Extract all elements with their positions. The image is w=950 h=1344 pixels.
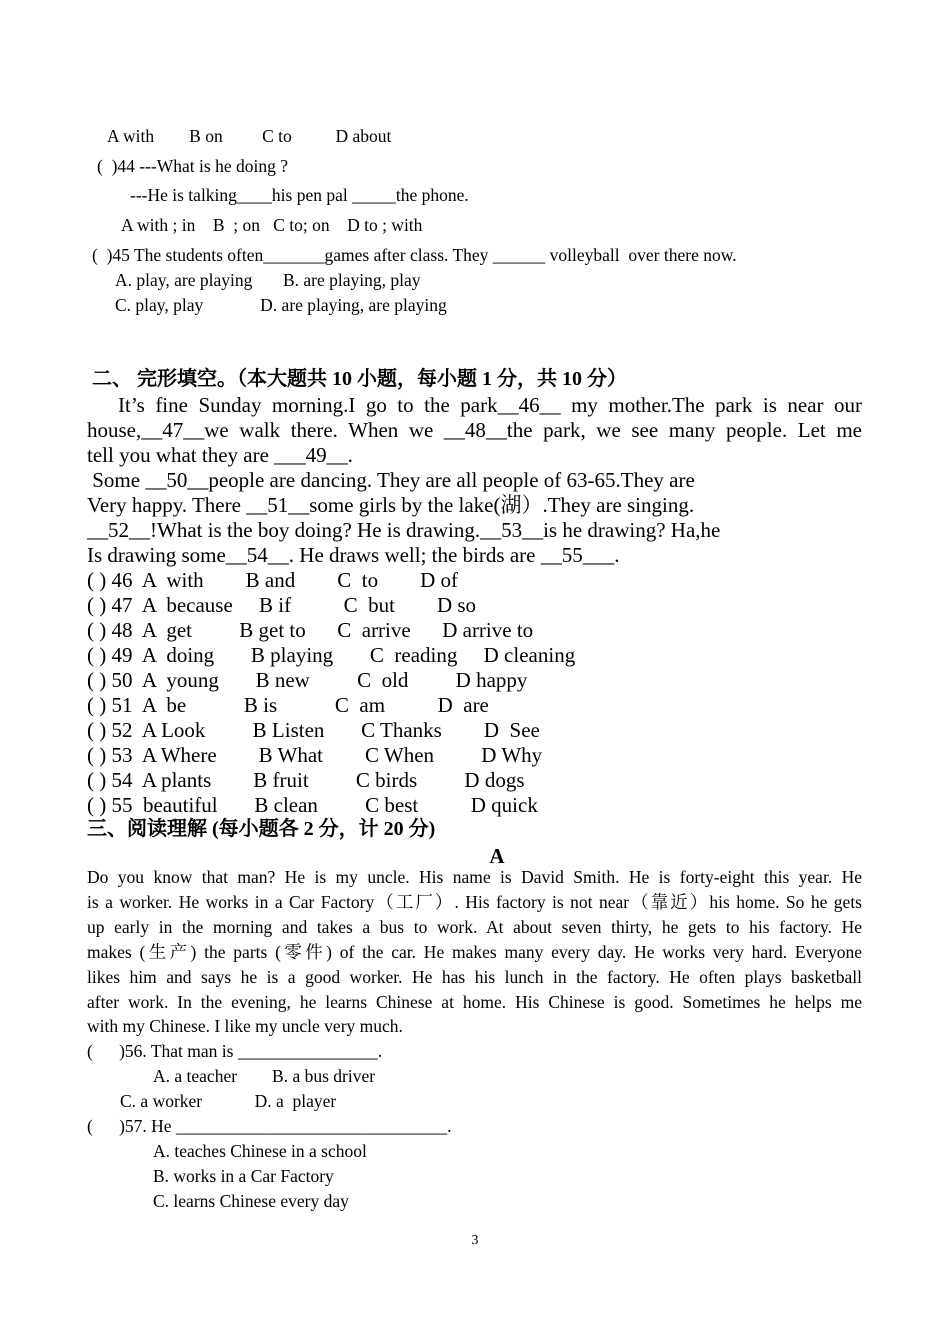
q56-options-ab: A. a teacher B. a bus driver <box>153 1066 376 1086</box>
q56-stem: ( )56. That man is ________________. <box>87 1041 383 1061</box>
cloze-para2-line1: Some __50__people are dancing. They are all people of 63-65.They are <box>87 468 695 492</box>
q57-option-c: C. learns Chinese every day <box>153 1191 349 1211</box>
q43-options: A with B on C to D about <box>107 126 392 146</box>
passage-line-1: Do you know that man? He is my uncle. His name is David Smith. He is forty-eight this year. He <box>87 867 862 887</box>
q44-options: A with ; in B ; on C to; on D to ; with <box>121 215 423 235</box>
q44-reply: ---He is talking____his pen pal _____the phone. <box>130 185 469 205</box>
cloze-question-52: ( ) 52 A Look B Listen C Thanks D See <box>87 718 540 742</box>
q57-stem: ( )57. He _______________________________. <box>87 1116 452 1136</box>
passage-line-6: after work. In the evening, he learns Chinese at home. His Chinese is good. Sometimes he helps me <box>87 992 862 1012</box>
cloze-question-55: ( ) 55 beautiful B clean C best D quick <box>87 793 538 817</box>
q56-options-cd: C. a worker D. a player <box>120 1091 337 1111</box>
q57-option-b: B. works in a Car Factory <box>153 1166 334 1186</box>
cloze-para1-line2: house,__47__we walk there. When we __48__the park, we see many people. Let me <box>87 418 862 442</box>
cloze-para2-line2: Very happy. There __51__some girls by the lake(湖）.They are singing. <box>87 493 695 517</box>
cloze-question-47: ( ) 47 A because B if C but D so <box>87 593 477 617</box>
passage-line-4: makes (生产) the parts (零件) of the car. He makes many every day. He works very hard. Everyone <box>87 942 862 962</box>
q45-options-ab: A. play, are playing B. are playing, play <box>115 270 421 290</box>
cloze-question-51: ( ) 51 A be B is C am D are <box>87 693 489 717</box>
page-number: 3 <box>471 1233 479 1248</box>
cloze-para1-line1: It’s fine Sunday morning.I go to the park__46__ my mother.The park is near our <box>118 393 862 417</box>
passage-title: A <box>489 844 505 868</box>
cloze-question-50: ( ) 50 A young B new C old D happy <box>87 668 528 692</box>
section2-heading: 二、 完形填空。（本大题共 10 小题，每小题 1 分，共 10 分） <box>92 368 627 390</box>
cloze-question-49: ( ) 49 A doing B playing C reading D cleaning <box>87 643 576 667</box>
passage-line-7: with my Chinese. I like my uncle very much. <box>87 1016 403 1036</box>
cloze-question-53: ( ) 53 A Where B What C When D Why <box>87 743 543 767</box>
cloze-question-46: ( ) 46 A with B and C to D of <box>87 568 458 592</box>
passage-line-2: is a worker. He works in a Car Factory（工厂）. His factory is not near（靠近）his home. So he gets <box>87 892 862 912</box>
cloze-para1-line3: tell you what they are ___49__. <box>87 443 353 467</box>
q45-options-cd: C. play, play D. are playing, are playing <box>115 295 447 315</box>
q44-stem: ( )44 ---What is he doing ? <box>97 156 288 176</box>
passage-line-5: likes him and says he is a good worker. He has his lunch in the factory. He often plays basketball <box>87 967 862 987</box>
q45-stem: ( )45 The students often_______games after class. They ______ volleyball over there now. <box>92 245 737 265</box>
passage-line-3: up early in the morning and takes a bus to work. At about seven thirty, he gets to his factory. He <box>87 917 862 937</box>
q57-option-a: A. teaches Chinese in a school <box>153 1141 367 1161</box>
cloze-question-48: ( ) 48 A get B get to C arrive D arrive to <box>87 618 534 642</box>
section3-heading: 三、阅读理解 (每小题各 2 分，计 20 分) <box>87 818 436 840</box>
cloze-para2-line4: Is drawing some__54__. He draws well; the birds are __55___. <box>87 543 620 567</box>
cloze-question-54: ( ) 54 A plants B fruit C birds D dogs <box>87 768 525 792</box>
cloze-para2-line3: __52__!What is the boy doing? He is drawing.__53__is he drawing? Ha,he <box>87 518 721 542</box>
